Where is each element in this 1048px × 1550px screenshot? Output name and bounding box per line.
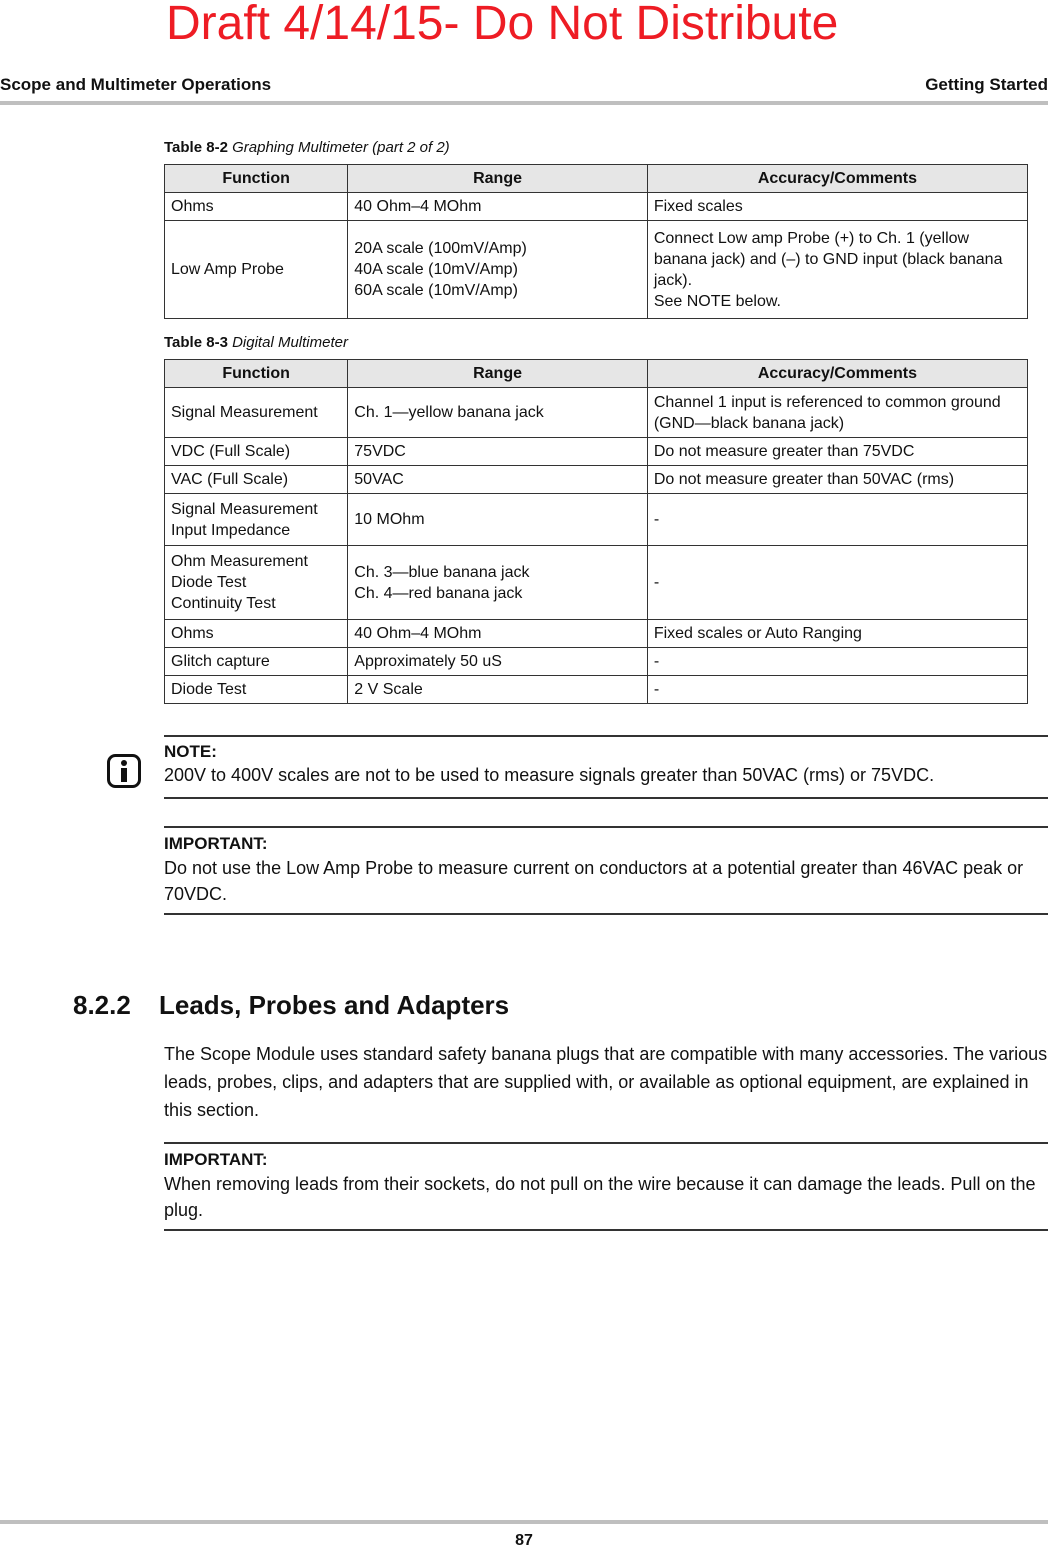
- table-row: [165, 221, 1028, 319]
- note-bottom-rule: [164, 797, 1048, 799]
- table-cell: Channel 1 input is referenced to common ground (GND—black banana jack): [647, 388, 1027, 438]
- table-cell: Fixed scales or Auto Ranging: [647, 620, 1027, 648]
- column-header-accuracy: Accuracy/Comments: [647, 360, 1027, 388]
- table-8-2: [164, 164, 1028, 319]
- important-2-top-rule: [164, 1142, 1048, 1144]
- table-cell: VDC (Full Scale): [165, 438, 348, 466]
- table-cell: 20A scale (100mV/Amp) 40A scale (10mV/Amp) 60A scale (10mV/Amp): [348, 221, 648, 319]
- footer-rule: [0, 1520, 1048, 1524]
- table-cell: Fixed scales: [647, 193, 1027, 221]
- table-cell: Ch. 3—blue banana jack Ch. 4—red banana jack: [348, 546, 648, 620]
- table-8-3-title: Digital Multimeter: [232, 334, 348, 351]
- important-2-text: When removing leads from their sockets, do not pull on the wire because it can damage the leads. Pull on the plug.: [164, 1174, 1036, 1220]
- table-cell: -: [647, 494, 1027, 546]
- column-header-function: Function: [165, 165, 348, 193]
- table-cell: 40 Ohm–4 MOhm: [348, 193, 648, 221]
- important-2-title: IMPORTANT:: [164, 1150, 268, 1169]
- table-8-2-label: Table 8-2: [164, 139, 228, 156]
- note-title: NOTE:: [164, 742, 217, 761]
- section-heading: [73, 990, 509, 1021]
- info-icon: [107, 754, 141, 788]
- running-header-right: Getting Started: [925, 75, 1048, 94]
- table-8-2-title: Graphing Multimeter (part 2 of 2): [232, 139, 450, 156]
- important-bottom-rule: [164, 913, 1048, 915]
- table-cell: 2 V Scale: [348, 676, 648, 704]
- table-cell: Diode Test: [165, 676, 348, 704]
- section-title: Leads, Probes and Adapters: [159, 990, 510, 1020]
- table-cell: Low Amp Probe: [165, 221, 348, 319]
- table-8-3-caption: [164, 334, 348, 351]
- table-cell: Signal Measurement: [165, 388, 348, 438]
- table-cell: Do not measure greater than 50VAC (rms): [647, 466, 1027, 494]
- table-header-row: [165, 165, 1028, 193]
- table-cell: -: [647, 648, 1027, 676]
- important-2-bottom-rule: [164, 1229, 1048, 1231]
- important-title: IMPORTANT:: [164, 834, 268, 853]
- table-cell: Signal Measurement Input Impedance: [165, 494, 348, 546]
- table-cell: Do not measure greater than 75VDC: [647, 438, 1027, 466]
- table-row: [165, 648, 1028, 676]
- table-cell: VAC (Full Scale): [165, 466, 348, 494]
- table-8-3-label: Table 8-3: [164, 334, 228, 351]
- table-cell: Connect Low amp Probe (+) to Ch. 1 (yellow banana jack) and (–) to GND input (black banana jack). See NOTE below.: [647, 221, 1027, 319]
- table-row: [165, 620, 1028, 648]
- table-8-2-caption: [164, 139, 450, 156]
- table-row: [165, 388, 1028, 438]
- table-row: [165, 193, 1028, 221]
- important-text: Do not use the Low Amp Probe to measure current on conductors at a potential greater than 46VAC peak or 70VDC.: [164, 858, 1024, 904]
- note-text: 200V to 400V scales are not to be used to measure signals greater than 50VAC (rms) or 75VDC.: [164, 765, 935, 785]
- draft-watermark: Draft 4/14/15- Do Not Distribute: [166, 0, 839, 50]
- table-row: [165, 546, 1028, 620]
- table-cell: Ohm Measurement Diode Test Continuity Test: [165, 546, 348, 620]
- table-cell: Glitch capture: [165, 648, 348, 676]
- table-row: [165, 438, 1028, 466]
- table-row: [165, 676, 1028, 704]
- table-cell: -: [647, 676, 1027, 704]
- table-row: [165, 466, 1028, 494]
- section-number: 8.2.2: [73, 990, 131, 1020]
- table-cell: 40 Ohm–4 MOhm: [348, 620, 648, 648]
- table-cell: Ch. 1—yellow banana jack: [348, 388, 648, 438]
- column-header-range: Range: [348, 165, 648, 193]
- table-cell: 10 MOhm: [348, 494, 648, 546]
- column-header-range: Range: [348, 360, 648, 388]
- table-header-row: [165, 360, 1028, 388]
- table-cell: -: [647, 546, 1027, 620]
- table-8-3: [164, 359, 1028, 704]
- running-header-left: Scope and Multimeter Operations: [0, 75, 272, 94]
- section-body: The Scope Module uses standard safety banana plugs that are compatible with many accessories. The various leads, probes, clips, and adapters that are supplied with, or available as optional equipment, are explained in this section.: [164, 1044, 1048, 1120]
- note-top-rule: [164, 735, 1048, 737]
- table-cell: 75VDC: [348, 438, 648, 466]
- table-row: [165, 494, 1028, 546]
- table-cell: Ohms: [165, 193, 348, 221]
- column-header-function: Function: [165, 360, 348, 388]
- page-number: 87: [515, 1532, 533, 1549]
- header-rule: [0, 101, 1048, 105]
- table-cell: 50VAC: [348, 466, 648, 494]
- column-header-accuracy: Accuracy/Comments: [647, 165, 1027, 193]
- table-cell: Approximately 50 uS: [348, 648, 648, 676]
- important-top-rule: [164, 826, 1048, 828]
- table-cell: Ohms: [165, 620, 348, 648]
